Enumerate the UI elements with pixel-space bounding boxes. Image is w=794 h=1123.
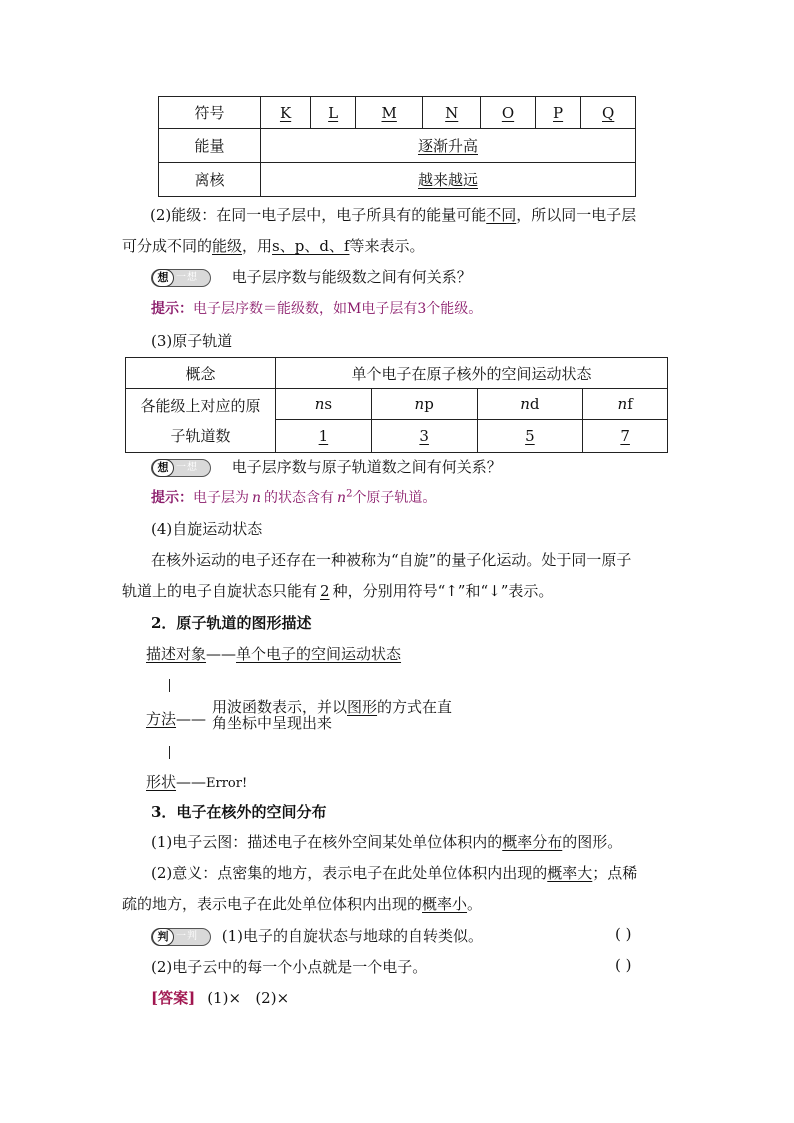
- orbital-title: (3)原子轨道: [151, 332, 233, 350]
- energy-value: 逐渐升高: [417, 137, 478, 155]
- answer-line: [答案] (1)× (2)×: [151, 989, 290, 1007]
- orbital-count: 3: [419, 427, 429, 445]
- shape-item-object: 描述对象——单个电子的空间运动状态: [146, 645, 402, 663]
- shape-item-method: 方法——: [146, 710, 207, 728]
- orbital-count: 7: [620, 427, 630, 445]
- orbital-table: [125, 357, 668, 453]
- cloud-meaning-line2: 疏的地方，表示电子在此处单位体积内出现的概率小。: [122, 895, 483, 913]
- judge-question-2: (2)电子云中的每一个小点就是一个电子。: [151, 958, 428, 976]
- think-question-1: 想 一想 电子层序数与能级数之间有何关系？: [151, 266, 472, 287]
- judge-question-1: 判 一判 (1)电子的自旋状态与地球的自转类似。: [151, 925, 483, 946]
- connector-line: [169, 679, 170, 692]
- electron-shell-table: [158, 96, 636, 197]
- energy-level-para-line1: (2)能级：在同一电子层中，电子所具有的能量可能不同，所以同一电子层: [150, 206, 637, 224]
- orbital-count: 5: [525, 427, 535, 445]
- judge-badge: 判 一判: [151, 928, 211, 946]
- answer-blank-2: ( ): [615, 956, 632, 974]
- shell-symbol: M: [381, 103, 397, 122]
- distance-value: 越来越远: [417, 171, 478, 189]
- orbital-count-label: 各能级上对应的原 子轨道数: [126, 389, 276, 453]
- shell-symbol: K: [279, 103, 292, 122]
- shell-symbol: L: [328, 103, 339, 122]
- concept-value: 单个电子在原子核外的空间运动状态: [276, 358, 668, 389]
- level-nd: nd: [477, 389, 583, 420]
- answer-blank-1: ( ): [615, 925, 632, 943]
- spin-line1: 在核外运动的电子还存在一种被称为“自旋”的量子化运动。处于同一原子: [151, 551, 632, 569]
- connector-line: [169, 746, 170, 759]
- cloud-meaning-line1: (2)意义：点密集的地方，表示电子在此处单位体积内出现的概率大；点稀: [151, 864, 638, 882]
- spin-line2: 轨道上的电子自旋状态只能有 2 种，分别用符号“↑”和“↓”表示。: [122, 582, 554, 600]
- shape-item-form: 形状——Error!: [146, 773, 248, 791]
- hint-2: 提示：电子层为 n 的状态含有 $n^2$个原子轨道。: [151, 488, 437, 506]
- level-np: np: [371, 389, 477, 420]
- hint-1: 提示：电子层序数＝能级数，如M电子层有3个能级。: [151, 301, 483, 317]
- shape-item-method-value: 用波函数表示，并以图形的方式在直 角坐标中呈现出来: [212, 698, 453, 732]
- concept-label: 概念: [126, 358, 276, 389]
- think-question-2: 想 一想 电子层序数与原子轨道数之间有何关系？: [151, 456, 502, 477]
- level-nf: nf: [583, 389, 668, 420]
- think-badge: 想 一想: [151, 459, 211, 477]
- shell-symbol: O: [501, 103, 515, 122]
- section3-title: 3．电子在核外的空间分布: [151, 803, 327, 821]
- distance-label: 离核: [159, 163, 261, 197]
- shell-symbol: Q: [602, 103, 615, 122]
- shell-symbol: N: [445, 103, 459, 122]
- think-badge: 想 一想: [151, 269, 211, 287]
- energy-level-para-line2: 可分成不同的能级，用s、p、d、f等来表示。: [122, 237, 425, 255]
- level-ns: ns: [276, 389, 372, 420]
- cloud-definition: (1)电子云图：描述电子在核外空间某处单位体积内的概率分布的图形。: [151, 833, 623, 851]
- energy-label: 能量: [159, 129, 261, 163]
- shell-symbol: P: [553, 103, 564, 122]
- spin-title: (4)自旋运动状态: [151, 520, 263, 538]
- section2-title: 2．原子轨道的图形描述: [151, 614, 312, 632]
- orbital-count: 1: [318, 427, 329, 445]
- symbol-header: 符号: [159, 97, 261, 129]
